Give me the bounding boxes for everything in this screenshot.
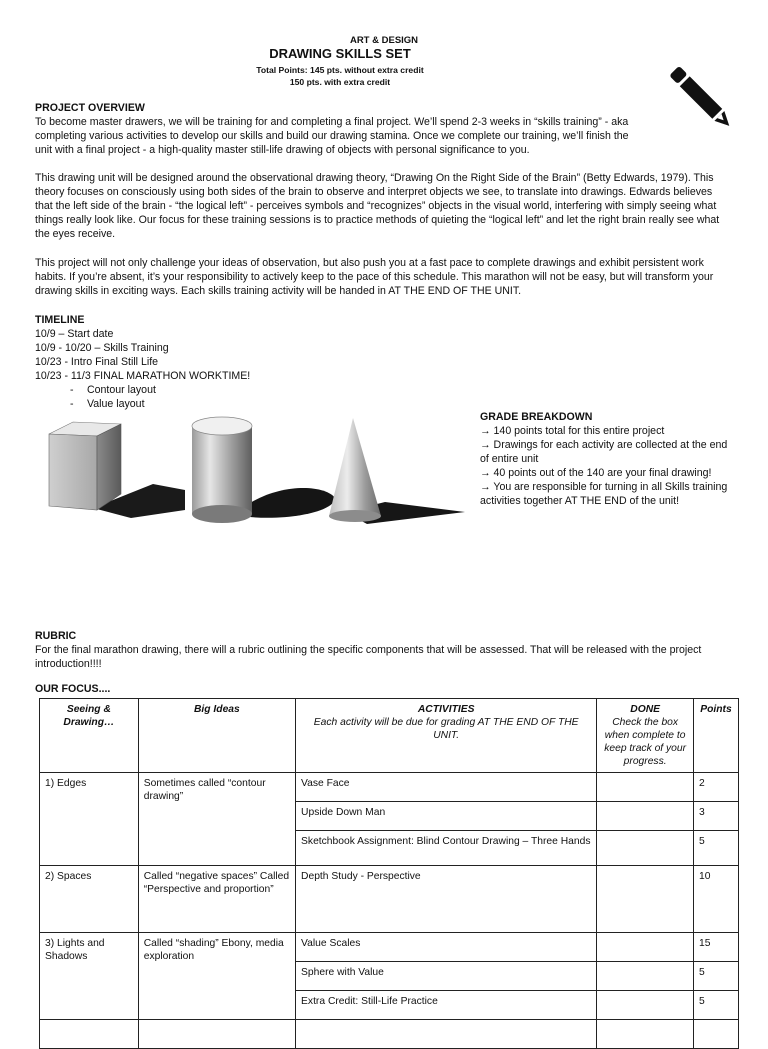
total-points-line: Total Points: 145 pts. without extra credit xyxy=(256,65,424,75)
activity-cell: Sphere with Value xyxy=(296,962,597,991)
done-subtitle: Check the box when complete to keep track of your progress. xyxy=(604,717,687,767)
table-header-row xyxy=(40,699,739,773)
grade-item: → Drawings for each activity are collected at the end of entire unit xyxy=(480,439,728,465)
points-cell: 3 xyxy=(693,802,738,831)
done-checkbox-cell[interactable] xyxy=(597,802,694,831)
grade-breakdown-section xyxy=(480,410,736,508)
points-cell: 5 xyxy=(693,962,738,991)
cone-body xyxy=(329,418,381,516)
grade-item: → 140 points total for this entire project xyxy=(480,425,665,437)
overview-paragraph-2-block xyxy=(35,171,725,241)
overview-paragraph-3: This project will not only challenge your ideas of observation, but also push you at a fast pace to complete drawings and exhibit persistent work habits. If you’re absent, it’s your responsibility to actively keep to the pace of this schedule. This marathon will not be easy, but will transform your drawing skills in exciting ways. Each skills training activity will be handed in AT THE END OF THE UNIT. xyxy=(35,257,714,297)
overview-paragraph-2: This drawing unit will be designed around the observational drawing theory, “Drawing On the Right Side of the Brain” (Betty Edwards, 1979). This theory focuses on consciously using both sides of the brain to observe and interpret objects we see, to translate into drawings. Edwards believes that the left side of the brain - “the logical left” - perceives symbols and “recognizes” objects in the visual world, interfering with simply seeing what things really look like. Our focus for these training sessions is to practice methods of quieting the “logical left” and let the right brain really see what the eyes receive. xyxy=(35,172,720,240)
activities-title: ACTIVITIES xyxy=(417,704,475,715)
done-checkbox-cell[interactable] xyxy=(597,991,694,1020)
big-idea-cell: Sometimes called “contour drawing” xyxy=(138,773,295,866)
grade-item: → 40 points out of the 140 are your final drawing! xyxy=(480,467,712,479)
points-cell: 2 xyxy=(693,773,738,802)
cylinder-shadow xyxy=(240,488,335,518)
grade-breakdown-heading: GRADE BREAKDOWN xyxy=(480,411,593,423)
timeline-subitem: - Contour layout xyxy=(70,384,156,396)
table-row xyxy=(40,933,739,962)
timeline-item: 10/23 - 11/3 FINAL MARATHON WORKTIME! xyxy=(35,370,251,382)
table-row xyxy=(40,773,739,802)
rubric-section xyxy=(35,629,725,671)
cube-side xyxy=(97,424,121,510)
activity-cell: Sketchbook Assignment: Blind Contour Drawing – Three Hands xyxy=(296,831,597,866)
column-header-seeing: Seeing & Drawing… xyxy=(40,699,139,773)
activity-cell: Vase Face xyxy=(296,773,597,802)
done-checkbox-cell[interactable] xyxy=(597,933,694,962)
done-checkbox-cell[interactable] xyxy=(597,773,694,802)
points-cell: 5 xyxy=(693,831,738,866)
cylinder-body xyxy=(192,426,252,514)
department-label: ART & DESIGN xyxy=(349,35,419,46)
project-overview-section xyxy=(35,101,725,157)
focus-table xyxy=(39,698,739,1049)
timeline-heading: TIMELINE xyxy=(35,314,85,326)
shaded-forms-illustration xyxy=(35,412,467,530)
done-checkbox-cell[interactable] xyxy=(597,831,694,866)
activities-subtitle: Each activity will be due for grading AT THE END OF THE UNIT. xyxy=(313,717,579,741)
activity-cell: Extra Credit: Still-Life Practice xyxy=(296,991,597,1020)
activity-cell: Value Scales xyxy=(296,933,597,962)
timeline-item: 10/23 - Intro Final Still Life xyxy=(35,356,159,368)
column-header-activities xyxy=(296,699,597,773)
timeline-item: 10/9 – Start date xyxy=(35,328,114,340)
cylinder-top xyxy=(192,417,252,435)
cylinder-base xyxy=(192,505,252,523)
overview-paragraph-3-block xyxy=(35,256,725,298)
page-title: DRAWING SKILLS SET xyxy=(269,46,411,61)
points-cell: 10 xyxy=(693,866,738,933)
big-idea-cell: Called “negative spaces” Called “Perspective and proportion” xyxy=(138,866,295,933)
rubric-heading: RUBRIC xyxy=(35,630,77,642)
skill-cell: 1) Edges xyxy=(40,773,139,866)
done-title: DONE xyxy=(630,704,661,715)
extra-credit-points-line: 150 pts. with extra credit xyxy=(289,77,391,87)
points-cell: 15 xyxy=(693,933,738,962)
timeline-item: 10/9 - 10/20 – Skills Training xyxy=(35,342,169,354)
done-checkbox-cell[interactable] xyxy=(597,962,694,991)
column-header-done xyxy=(597,699,694,773)
done-checkbox-cell[interactable] xyxy=(597,866,694,933)
cone-base xyxy=(329,510,381,522)
table-row xyxy=(40,866,739,933)
column-header-points: Points xyxy=(693,699,738,773)
rubric-text: For the final marathon drawing, there will a rubric outlining the specific components that will be assessed. That will be released with the project introduction!!!! xyxy=(35,644,702,670)
timeline-subitem: - Value layout xyxy=(70,398,145,410)
skill-cell: 2) Spaces xyxy=(40,866,139,933)
timeline-section xyxy=(35,313,725,411)
skill-cell: 3) Lights and Shadows xyxy=(40,933,139,1020)
overview-paragraph-1: To become master drawers, we will be training for and completing a final project. We’ll spend 2-3 weeks in “skills training” - aka completing various activities to develop our skills and build our drawing stamina. Once we complete our training, we’ll finish the unit with a final project - a high-quality master still-life drawing of objects with personal significance to you. xyxy=(35,116,629,156)
project-overview-heading: PROJECT OVERVIEW xyxy=(35,102,145,114)
grade-item: → You are responsible for turning in all Skills training activities together AT THE END of the unit! xyxy=(480,481,728,507)
column-header-big-ideas: Big Ideas xyxy=(138,699,295,773)
big-idea-cell: Called “shading” Ebony, media exploration xyxy=(138,933,295,1020)
timeline-subitem-label: Value layout xyxy=(87,398,145,410)
our-focus-heading: OUR FOCUS.... xyxy=(35,683,111,695)
activity-cell: Depth Study - Perspective xyxy=(296,866,597,933)
timeline-subitem-label: Contour layout xyxy=(87,384,156,396)
points-cell: 5 xyxy=(693,991,738,1020)
cube-front xyxy=(49,434,97,510)
activity-cell: Upside Down Man xyxy=(296,802,597,831)
